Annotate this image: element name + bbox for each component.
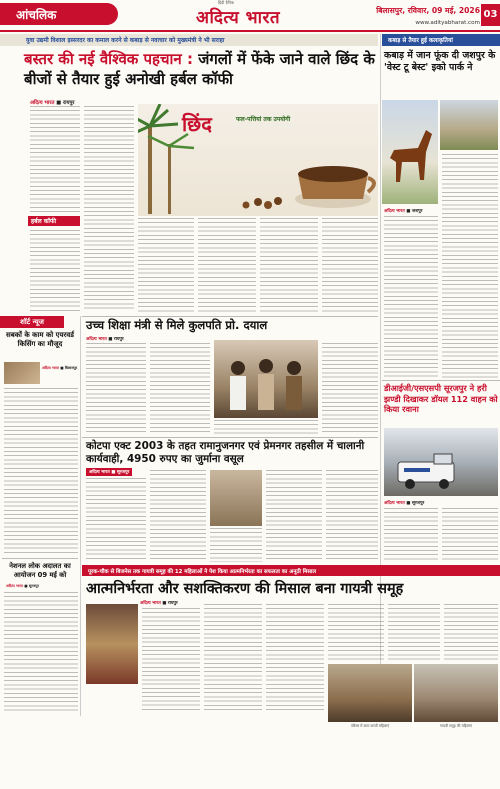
story2-headline: उच्च शिक्षा मंत्री से मिले कुलपति प्रो. दयाल	[86, 318, 268, 332]
bottom-col-5	[388, 604, 440, 660]
graphic-subtitle: फल-पत्तियां तक उपयोगी	[236, 116, 291, 123]
right-byline-name: अदित्य भारत	[384, 209, 405, 214]
coffee-cup-icon	[295, 166, 374, 208]
lead-col-3	[138, 218, 194, 312]
brief1-byline-place: बिलासपुर	[64, 366, 78, 370]
story2-col-3	[322, 343, 378, 435]
bottom-strip-text: पूरक-चौक से बिजनेस तक गायत्री समूह की 12 महिलाओं ने पेश किया आत्मनिर्भरता का सफलता का अनूठी मिसाल	[88, 569, 317, 575]
bottom-col-6	[444, 604, 498, 660]
logo	[190, 0, 320, 30]
right-strip	[382, 34, 500, 46]
lead-col-6	[322, 218, 378, 312]
story4-byline: अदित्य भारत ■ सूरजपुर	[384, 501, 425, 506]
section-label: आंचलिक	[16, 8, 57, 22]
story4-rule	[382, 380, 500, 381]
lead-byline	[30, 98, 75, 106]
right-headline: कबाड़ में जान फूंक दी जशपुर के 'वेस्ट टू बेस्ट' इको पार्क ने	[384, 50, 496, 73]
brief-divider	[2, 558, 78, 559]
bottom-caption-1: परिसर में काम करती महिलाएं	[350, 724, 390, 728]
lead-col-5	[260, 218, 318, 312]
bottom-col-2	[204, 604, 262, 712]
story4-byline-place: सूरजपुर	[411, 501, 425, 506]
coffee-graphic	[138, 104, 378, 216]
brief1-photo	[4, 362, 40, 384]
story2-byline-name: अदित्य भारत	[86, 337, 107, 342]
brief1-headline: सबकों के काम को एयरवर्ड किसिंग का मौजूद	[5, 331, 75, 348]
story2-photo	[214, 340, 318, 418]
park-photo	[440, 100, 498, 150]
story4-headline: डीआईजी/एसएसपी सूरजपुर ने हरी झण्डी दिखाकर डॉयल 112 वाहन को किया रवाना	[384, 383, 498, 414]
lead-col-2	[84, 106, 134, 312]
brief2-byline-name: अदित्य भारत	[6, 584, 23, 588]
lead-subhead: हर्बल कॉफी	[28, 216, 80, 226]
lead-col-1b	[30, 230, 80, 312]
lead-headline	[24, 49, 380, 91]
lead-headline-black: जंगलों में फेंके जाने वाले छिंद के बीजों से तैयार हुई अनोखी हर्बल कॉफी	[24, 50, 375, 88]
lead-col-1	[30, 106, 80, 214]
people-group-icon	[214, 340, 318, 418]
right-col-2	[442, 154, 498, 378]
bottom-byline: अदित्य भारत ■ रायपुर	[140, 601, 178, 606]
lead-col-4	[198, 218, 256, 312]
story3-photo	[210, 470, 262, 526]
story2-byline: अदित्य भारत ■ रायपुर	[86, 337, 124, 342]
right-byline: अदित्य भारत ■ जशपुर	[384, 209, 423, 214]
bottom-byline-place: रायपुर	[167, 601, 178, 606]
bottom-photo-left	[86, 604, 138, 684]
bottom-col-3	[266, 604, 324, 712]
right-byline-place: जशपुर	[411, 209, 423, 214]
horse-sculpture-icon	[382, 100, 438, 204]
bottom-caption-2: गायत्री समूह की महिलाएं	[440, 724, 472, 728]
brief1-byline-name: अदित्य भारत	[42, 366, 59, 370]
brief1-tag: शॉर्ट न्यूज	[0, 316, 64, 328]
brief2-text	[4, 592, 78, 712]
beans-icon	[243, 197, 283, 209]
byline-place: रायपुर	[62, 100, 75, 106]
bottom-photo-right	[414, 664, 498, 722]
story2-byline-place: रायपुर	[113, 337, 124, 342]
story3-col-4	[266, 470, 322, 562]
right-strip-text: कबाड़ से तैयार हुई कलाकृतियां	[388, 38, 453, 44]
section-tag	[0, 3, 118, 25]
top-strip-text: युवा उद्यमी विशाल इस्सरदर का कमाल करने से कबाड़ से नवाचार को मुख्यमंत्री ने भी सराहा	[26, 37, 225, 44]
horse-sculpture-photo	[382, 100, 438, 204]
byline-sep: ■	[56, 100, 62, 106]
byline-name: अदित्य भारत	[30, 100, 55, 106]
masthead-rule	[0, 30, 500, 32]
graphic-title: छिंद	[182, 112, 212, 136]
footer-fade	[0, 732, 500, 789]
bottom-strip	[82, 565, 500, 576]
lead-headline-red: बस्तर की नई वैश्विक पहचान	[24, 50, 182, 68]
brief2-byline: अदित्य भारत ■ सूरजपुर	[6, 584, 39, 588]
right-col-1	[384, 216, 438, 378]
page-number: 03	[481, 4, 500, 26]
story3-col-2	[150, 470, 206, 562]
story2-col-2	[150, 343, 210, 435]
story3-byline-name: अदित्य भारत	[89, 470, 110, 475]
brief1-text	[4, 388, 78, 554]
website: www.adityabharat.com	[415, 20, 480, 26]
logo-tagline: हिंदी दैनिक	[218, 0, 235, 5]
brief2-headline: नेशनल लोक अदालत का आयोजन 09 मई को	[9, 562, 71, 579]
story3-byline: अदित्य भारत ■ सूरजपुर	[86, 468, 132, 476]
date-line: बिलासपुर, रविवार, 09 मई, 2026	[376, 6, 480, 15]
top-strip	[0, 34, 378, 46]
masthead	[0, 0, 500, 34]
story2-caption	[214, 420, 318, 434]
story3-byline-place: सूरजपुर	[116, 470, 130, 475]
bottom-col-1	[142, 608, 200, 712]
story4-byline-name: अदित्य भारत	[384, 501, 405, 506]
bottom-byline-name: अदित्य भारत	[140, 601, 161, 606]
bottom-col-4	[328, 604, 384, 660]
story4-col-2	[442, 508, 498, 562]
bottom-headline: आत्मनिर्भरता और सशक्तिकरण की मिसाल बना गायत्री समूह	[86, 581, 404, 597]
logo-text: अदित्य भारत	[196, 8, 281, 28]
story2-rule	[82, 316, 378, 317]
story3-headline: कोटपा एक्ट 2003 के तहत रामानुजनगर एवं प्रेमनगर तहसील में चालानी कार्यवाही, 4950 रुपए का जुर्माना वसूल	[86, 440, 365, 465]
brief2-byline-place: सूरजपुर	[28, 584, 39, 588]
story2-col-1	[86, 343, 146, 435]
bottom-photo-mid	[328, 664, 412, 722]
brief1-byline: अदित्य भारत ■ बिलासपुर	[42, 366, 78, 370]
story4-photo	[384, 428, 498, 496]
left-column-rule	[80, 316, 81, 716]
vehicle-icon	[384, 428, 498, 496]
story3-col-3	[210, 528, 262, 562]
story3-col-5	[326, 470, 378, 562]
story4-col-1	[384, 508, 438, 562]
story3-rule	[82, 437, 378, 438]
story3-col-1	[86, 478, 146, 562]
lead-headline-colon: :	[186, 50, 199, 68]
